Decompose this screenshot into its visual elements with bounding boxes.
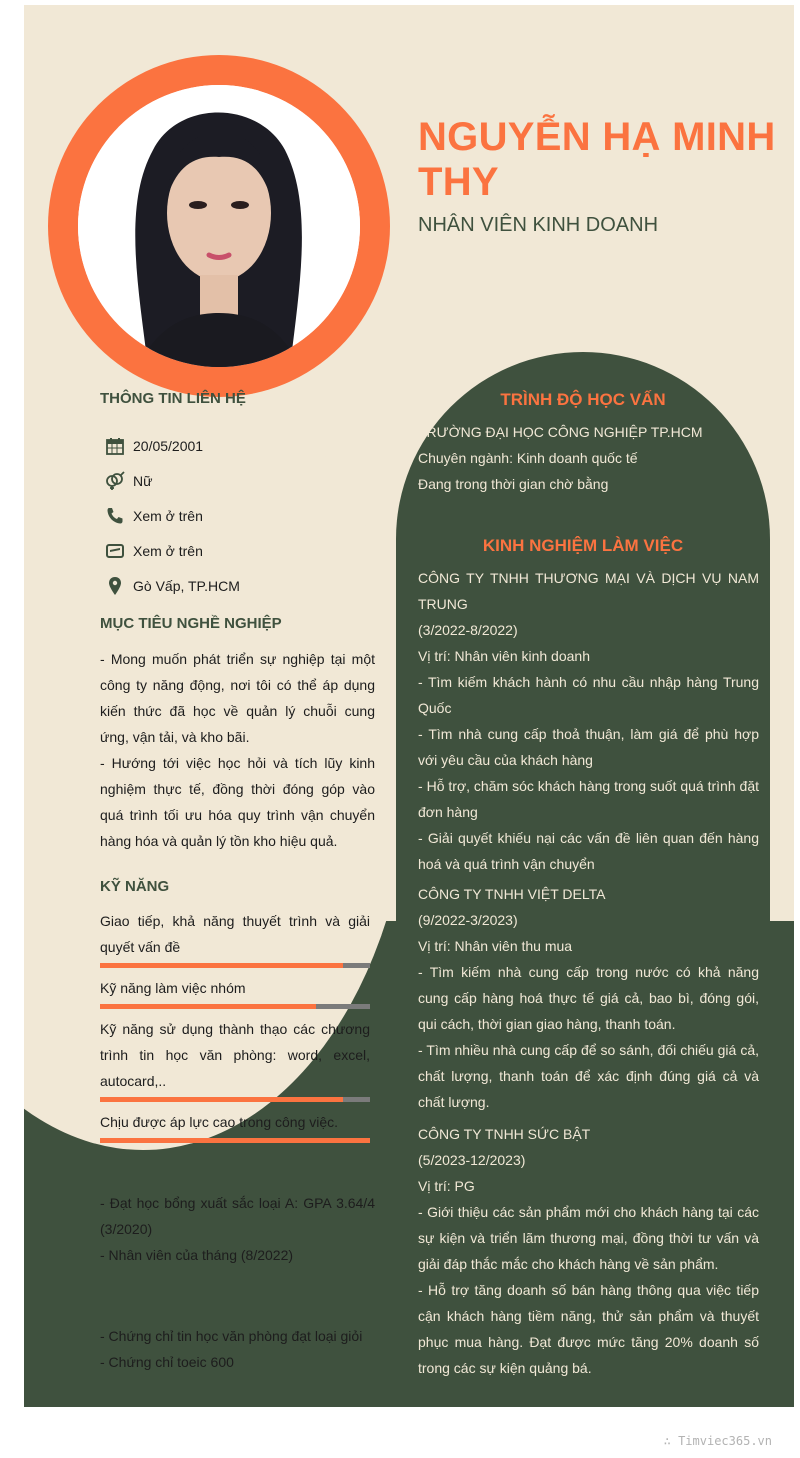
skill-label: Kỹ năng sử dụng thành thạo các chương trình tin học văn phòng: word, excel, autocard,.. [100,1021,370,1089]
phone-icon [104,506,126,526]
job-company: CÔNG TY TNHH VIỆT DELTA [418,886,606,902]
job-position: Vị trí: PG [418,1178,475,1194]
skill-bar-fill [100,1138,370,1143]
experience-heading: KINH NGHIỆM LÀM VIỆC [482,536,684,555]
candidate-title: NHÂN VIÊN KINH DOANH [418,214,659,236]
job-period: (9/2022-3/2023) [418,912,518,928]
certificate-line: - Chứng chỉ toeic 600 [100,1354,234,1370]
job-duty: - Tìm kiếm nhà cung cấp trong nước có khả năng cung cấp hàng hoá thực tế giá cả, bao bì, đóng gói, qui cách, thời gian giao hàng, thanh toán. [418,964,759,1032]
gender-text: Nữ [133,473,153,489]
job-company: CÔNG TY TNHH SỨC BẬT [418,1126,591,1142]
skill-item [100,908,370,968]
award-line: - Nhân viên của tháng (8/2022) [100,1247,294,1263]
skill-label: Chịu được áp lực cao trong công việc. [100,1114,339,1130]
avatar [48,55,390,397]
job-duty: - Tìm kiếm khách hành có nhu cầu nhập hàng Trung Quốc [418,674,759,716]
calendar-icon [104,436,126,456]
job-position: Vị trí: Nhân viên kinh doanh [418,648,590,664]
skill-bar-fill [100,963,343,968]
contact-address [104,574,240,598]
education-status: Đang trong thời gian chờ bằng [418,476,609,492]
job-company: CÔNG TY TNHH THƯƠNG MẠI VÀ DỊCH VỤ NAM TRUNG [418,570,759,612]
skill-bar [100,1097,370,1102]
job-duty: - Giới thiệu các sản phẩm mới cho khách hàng tại các sự kiện và triển lãm thương mại, đồng thời tư vấn và giải đáp thắc mắc cho khách hàng về sản phẩm. [418,1204,759,1272]
avatar-photo [78,85,360,367]
skill-bar [100,963,370,968]
job-duty: - Giải quyết khiếu nại các vấn đề liên quan đến hàng hoá và quá trình vận chuyển [418,830,759,872]
watermark: ∴ Timviec365.vn [663,1434,772,1448]
address-text: Gò Vấp, TP.HCM [133,578,240,594]
email-text: Xem ở trên [133,543,203,559]
skill-item [100,1016,370,1102]
portrait-illustration [78,85,360,367]
cv-page [24,5,794,1407]
skill-label: Kỹ năng làm việc nhóm [100,980,246,996]
job-duty: - Hỗ trợ, chăm sóc khách hàng trong suốt quá trình đặt đơn hàng [418,778,759,820]
job-entry [418,1121,759,1381]
skill-bar-fill [100,1004,316,1009]
skill-label: Giao tiếp, khả năng thuyết trình và giải quyết vấn đề [100,913,370,955]
contact-birthdate [104,434,203,458]
location-pin-icon [104,576,126,596]
objective-line: - Hướng tới việc học hỏi và tích lũy kinh nghiệm thực tế, đồng thời đóng góp vào quá trình tối ưu hóa quy trình vận chuyển hàng hóa và quản lý tồn kho hiệu quả. [100,755,375,849]
job-duty: - Tìm nhà cung cấp thoả thuận, làm giá để phù hợp với yêu cầu của khách hàng [418,726,759,768]
award-line: - Đạt học bổng xuất sắc loại A: GPA 3.64/4 (3/2020) [100,1195,375,1237]
contact-email [104,539,203,563]
contact-heading: THÔNG TIN LIÊN HỆ [100,390,246,407]
candidate-name: NGUYỄN HẠ MINH THY [418,115,776,204]
objective-line: - Mong muốn phát triển sự nghiệp tại một công ty năng động, nơi tôi có thể áp dụng kiến thức đã học về quản lý chuỗi cung ứng, vận tải, và kho bãi. [100,651,375,745]
gender-icon [104,471,126,491]
job-position: Vị trí: Nhân viên thu mua [418,938,573,954]
education-heading: TRÌNH ĐỘ HỌC VẤN [500,390,666,409]
education-major: Chuyên ngành: Kinh doanh quốc tế [418,450,638,466]
job-duty: - Hỗ trợ tăng doanh số bán hàng thông qua việc tiếp cận khách hàng tiềm năng, thử sản phẩm và thuyết phục mua hàng. Đạt được mức tăng 20% doanh số trong các sự kiện quảng bá. [418,1282,759,1376]
education-school: TRƯỜNG ĐẠI HỌC CÔNG NGHIỆP TP.HCM [418,424,703,440]
certificate-line: - Chứng chỉ tin học văn phòng đạt loại giỏi [100,1328,363,1344]
skill-item [100,1109,370,1143]
job-entry [418,565,759,877]
skill-bar-fill [100,1097,343,1102]
skills-heading: KỸ NĂNG [100,878,170,895]
contact-phone [104,504,203,528]
job-period: (5/2023-12/2023) [418,1152,526,1168]
skill-bar [100,1138,370,1143]
job-entry [418,881,759,1115]
skill-item [100,975,370,1009]
job-period: (3/2022-8/2022) [418,622,518,638]
birthdate-text: 20/05/2001 [133,438,204,454]
contact-gender [104,469,152,493]
job-duty: - Tìm nhiều nhà cung cấp để so sánh, đối chiếu giá cả, chất lượng, thanh toán để xác định đúng giá cả và chất lượng. [418,1042,759,1110]
email-icon [104,541,126,561]
phone-text: Xem ở trên [133,508,203,524]
objective-heading: MỤC TIÊU NGHỀ NGHIỆP [100,615,282,632]
skill-bar [100,1004,370,1009]
